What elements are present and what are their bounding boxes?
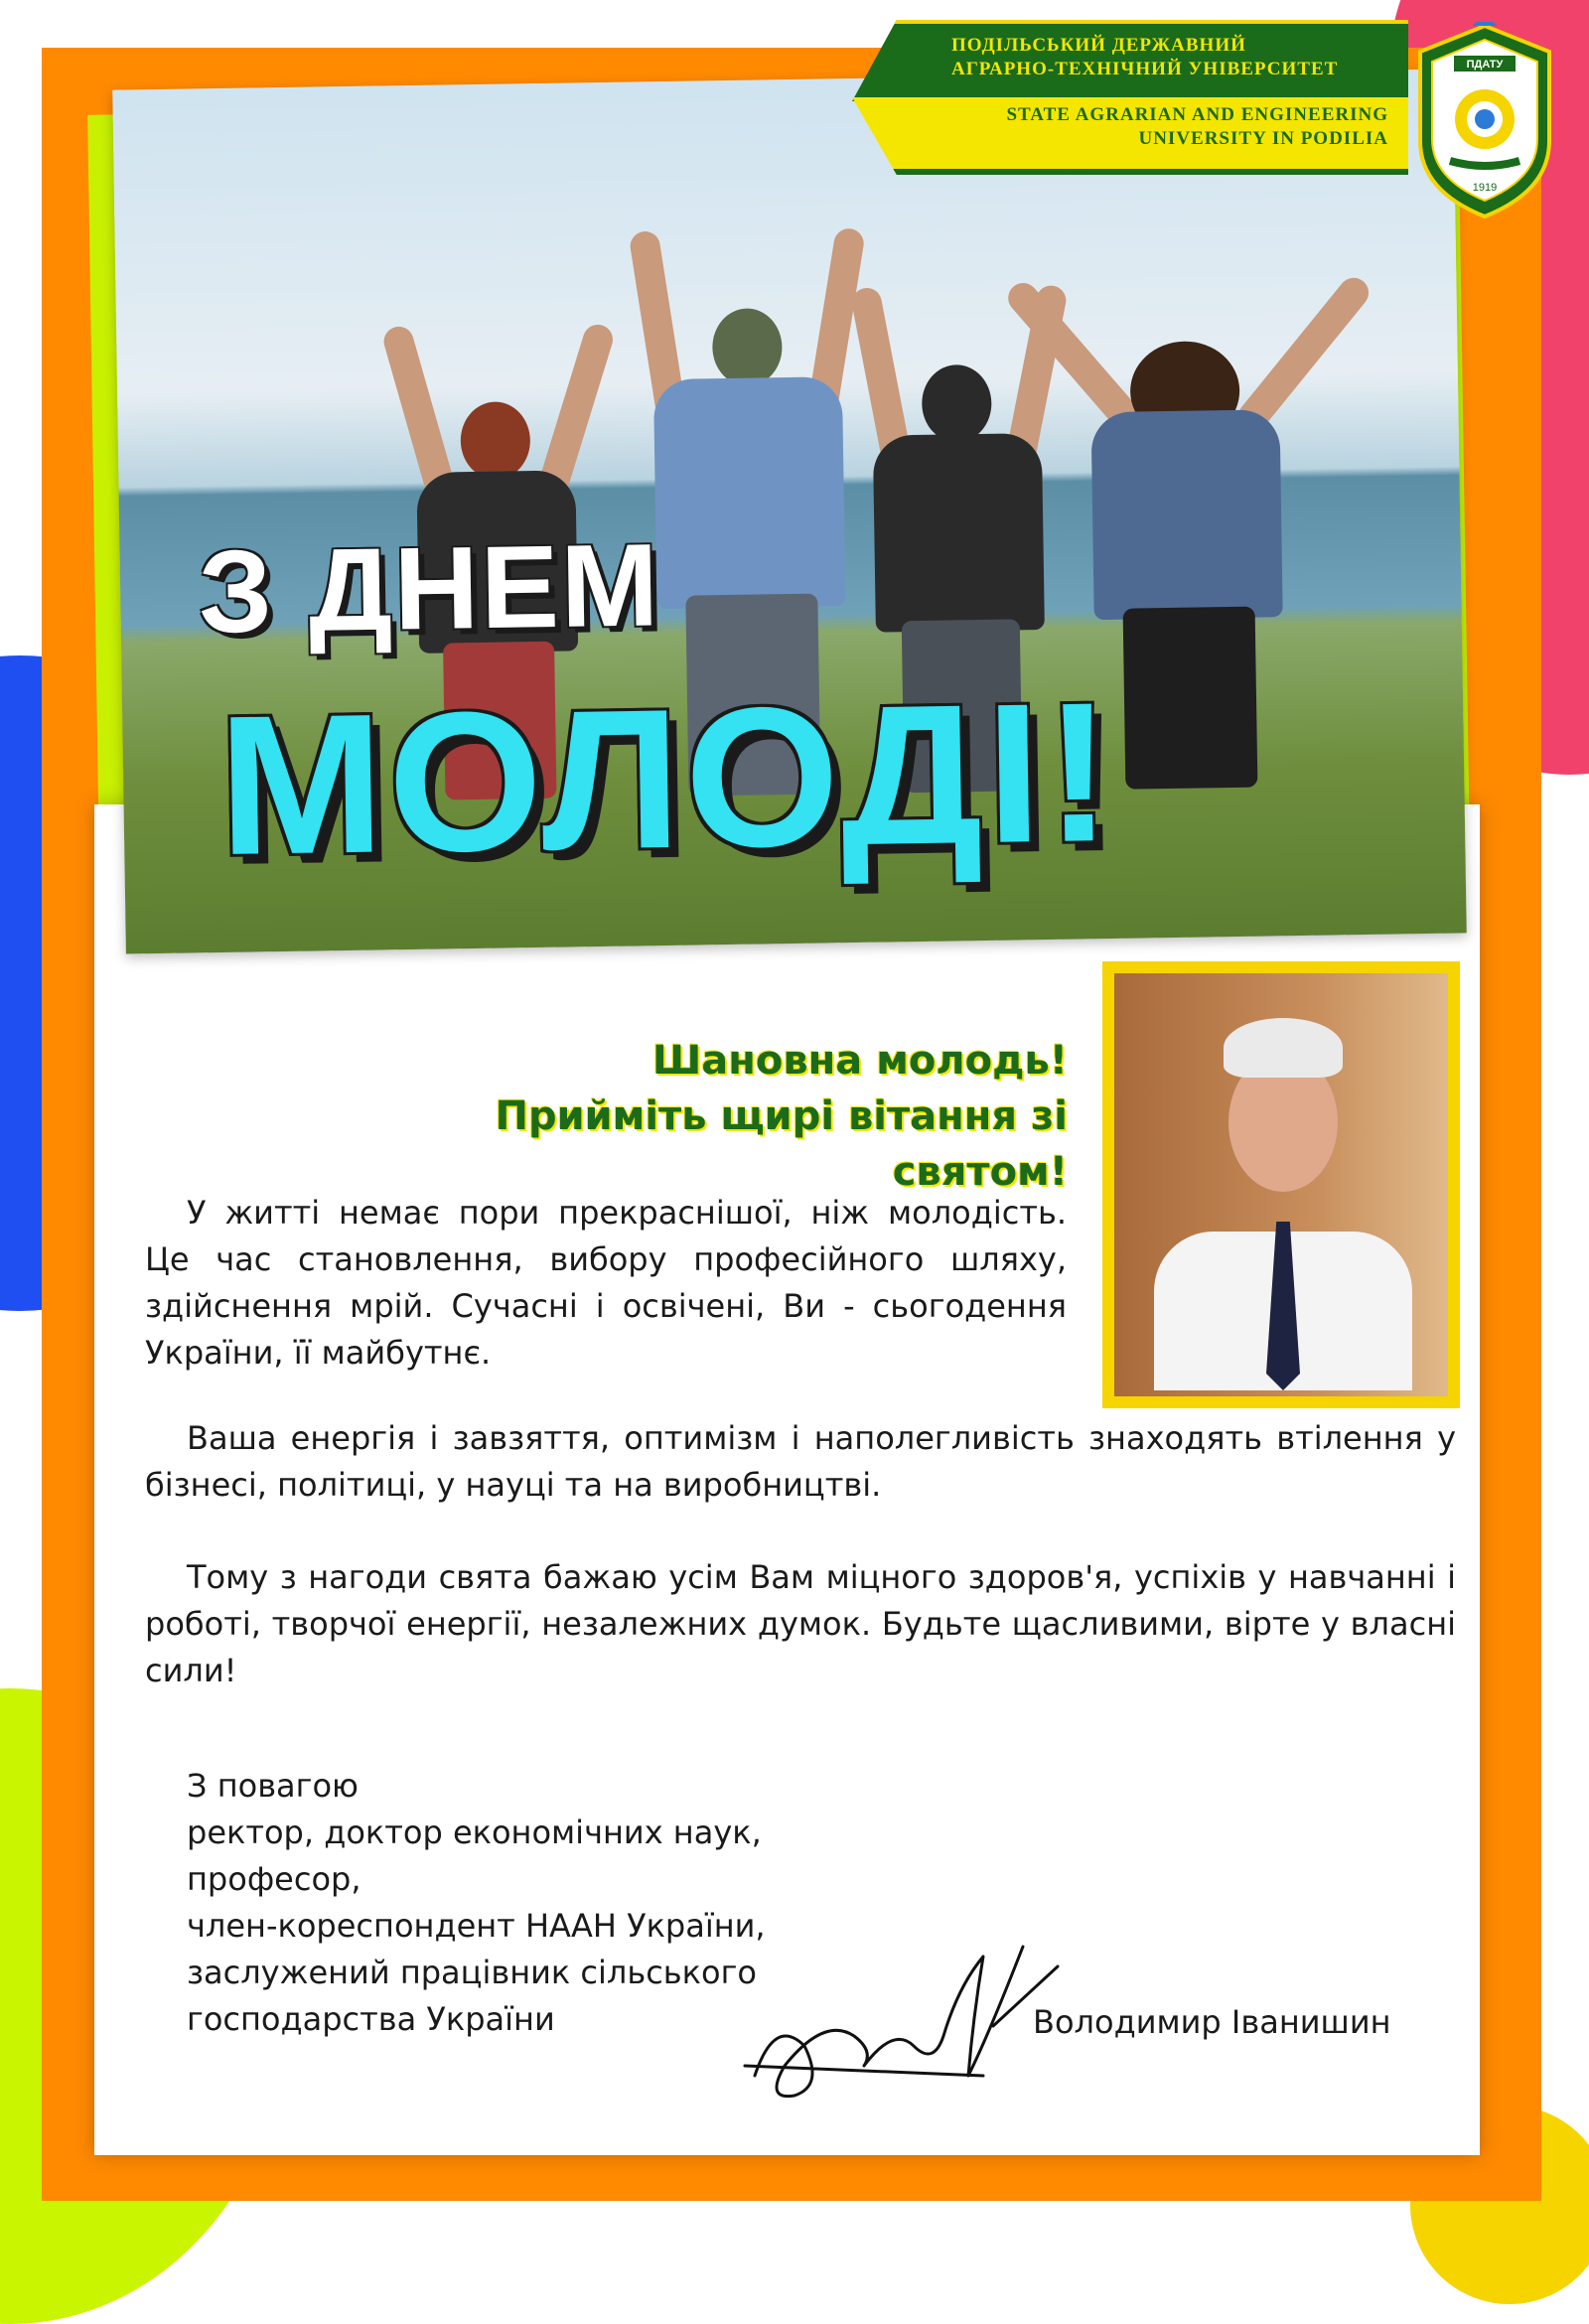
greeting-heading: Шановна молодь! Прийміть щирі вітання зі святом! (495, 1038, 1068, 1195)
message-paragraph: Тому з нагоди свята бажаю усім Вам міцного здоров'я, успіхів у навчанні і роботі, творчої енергії, незалежних думок. Будьте щасливими, вірте у власні сили! (145, 1558, 1456, 1689)
university-emblem-icon (1410, 22, 1559, 220)
message-paragraph: Ваша енергія і завзяття, оптимізм і наполегливість знаходять втілення у бізнесі, політиці, у науці та на виробництві. (145, 1419, 1456, 1504)
signature (735, 1927, 1063, 2115)
rector-name: Володимир Іванишин (1033, 2003, 1391, 2041)
signoff-block: З повагою ректор, доктор економічних наук, професор, член-кореспондент НААН України, заслужений працівник сільського господарства України (187, 1767, 766, 2038)
university-banner (852, 20, 1408, 169)
university-name-ua: ПОДІЛЬСЬКИЙ ДЕРЖАВНИЙ АГРАРНО-ТЕХНІЧНИЙ УНІВЕРСИТЕТ (951, 35, 1339, 79)
person-figure (1090, 409, 1285, 790)
hero-title-line2: МОЛОДІ! (217, 660, 1117, 898)
rector-portrait (1102, 961, 1460, 1408)
university-name-en: STATE AGRARIAN AND ENGINEERING UNIVERSITY IN PODILIA (1006, 104, 1388, 149)
hero-title-line1: З ДНЕМ (197, 519, 662, 658)
message-paragraph: У житті немає пори прекраснішої, ніж молодість. Це час становлення, вибору професійного шляху, здійснення мрій. Сучасні і освічені, Ви - сьогодення України, її майбутнє. (145, 1194, 1067, 1372)
svg-text:ПДАТУ: ПДАТУ (1466, 59, 1504, 71)
svg-text:1919: 1919 (1472, 182, 1498, 194)
